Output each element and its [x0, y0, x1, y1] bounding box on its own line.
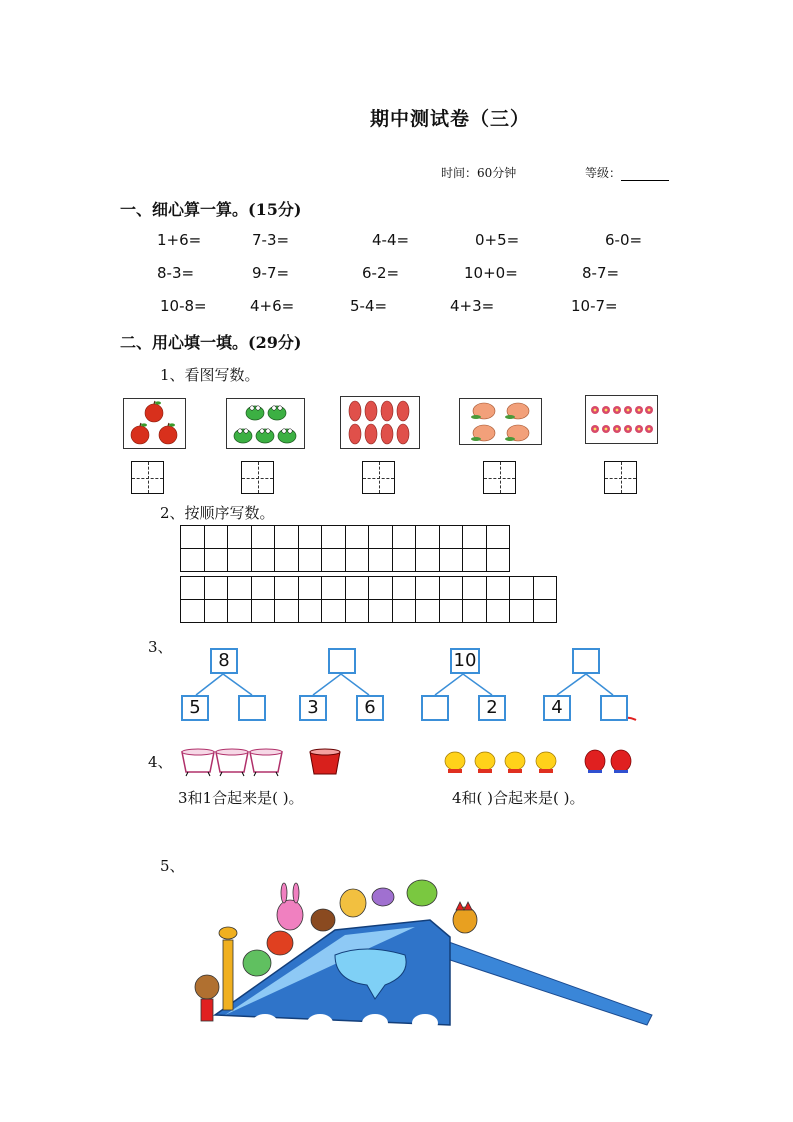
page-title: 期中测试卷（三）: [370, 108, 531, 130]
tree-right-box[interactable]: [600, 695, 628, 721]
section1-heading: 一、细心算一算。(15分): [120, 200, 302, 219]
tree-right-box[interactable]: 2: [478, 695, 506, 721]
q1-label: 1、看图写数。: [160, 366, 260, 384]
tree-top-box[interactable]: 10: [450, 648, 480, 674]
calc-item: 10-7=: [571, 297, 618, 315]
chick-icon: [440, 746, 640, 778]
calc-item: 5-4=: [350, 297, 388, 315]
calc-item: 10+0=: [464, 264, 518, 282]
elephant-slide-illustration: [185, 875, 660, 1030]
calc-item: 6-0=: [605, 231, 643, 249]
q2-label: 2、按顺序写数。: [160, 504, 275, 522]
tree-right-box[interactable]: [238, 695, 266, 721]
tree-left-box[interactable]: 3: [299, 695, 327, 721]
tree-top-box[interactable]: 8: [210, 648, 238, 674]
tree-left-box[interactable]: 5: [181, 695, 209, 721]
calc-item: 4+6=: [250, 297, 295, 315]
q3-label: 3、: [148, 638, 173, 656]
tree-left-box[interactable]: 4: [543, 695, 571, 721]
calc-item: 9-7=: [252, 264, 290, 282]
calc-item: 1+6=: [157, 231, 202, 249]
q4-text-b: 4和( )合起来是( )。: [452, 789, 585, 807]
calc-item: 8-3=: [157, 264, 195, 282]
q4-label: 4、: [148, 753, 173, 771]
tree-top-box[interactable]: [572, 648, 600, 674]
calc-item: 4-4=: [372, 231, 410, 249]
calc-item: 8-7=: [582, 264, 620, 282]
tree-left-box[interactable]: [421, 695, 449, 721]
q5-label: 5、: [160, 857, 185, 875]
grade-label-text: 等级：: [585, 166, 622, 180]
calc-item: 6-2=: [362, 264, 400, 282]
section2-heading: 二、用心填一填。(29分): [120, 333, 302, 352]
bowl-icon: [178, 746, 348, 780]
q4-text-a: 3和1合起来是( )。: [178, 789, 304, 807]
calc-item: 0+5=: [475, 231, 520, 249]
calc-item: 7-3=: [252, 231, 290, 249]
calc-item: 4+3=: [450, 297, 495, 315]
calc-item: 10-8=: [160, 297, 207, 315]
tree-top-box[interactable]: [328, 648, 356, 674]
time-label: 时间：60分钟: [441, 166, 517, 180]
tree-right-box[interactable]: 6: [356, 695, 384, 721]
